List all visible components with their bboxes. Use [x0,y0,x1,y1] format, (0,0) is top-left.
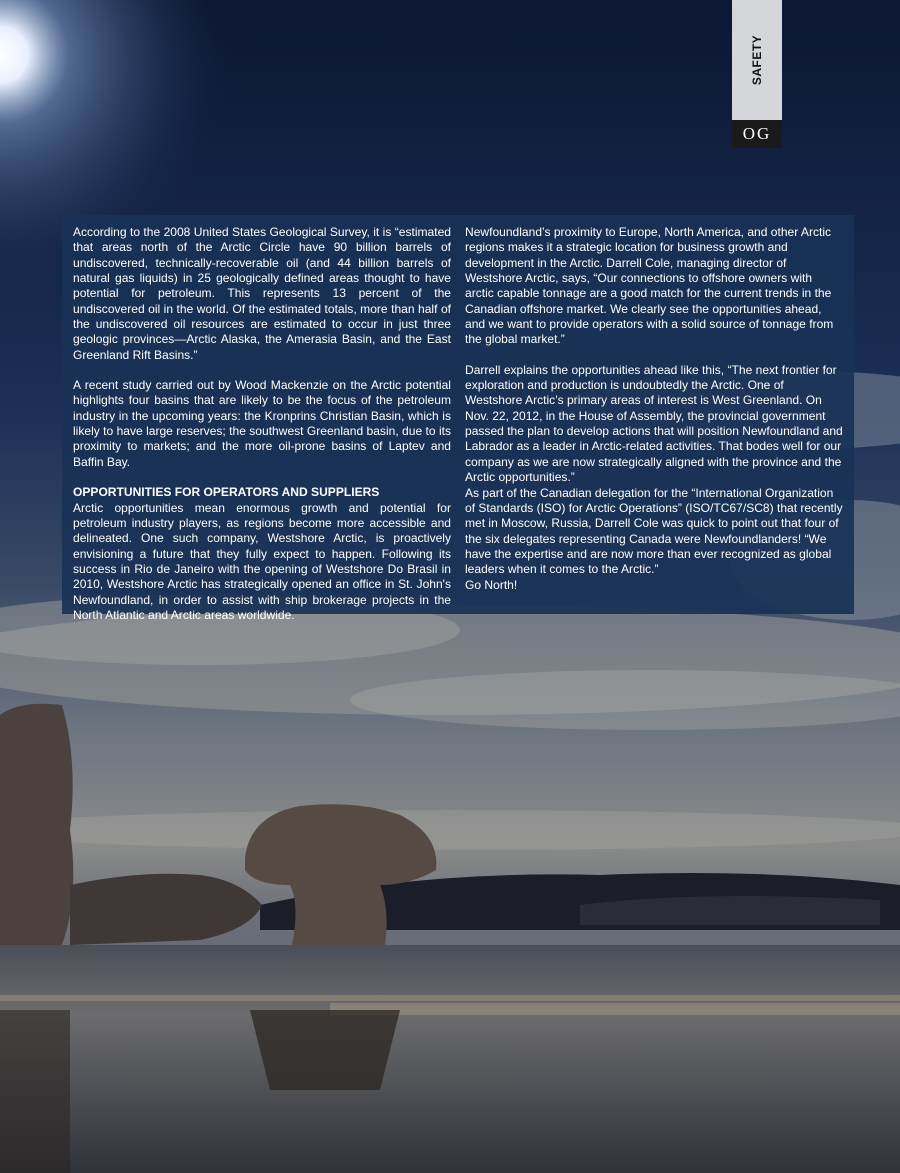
article-paragraph: A recent study carried out by Wood Mackenzie on the Arctic potential highlights four basins that are likely to be the focus of the petroleum industry in the upcoming years: the Kronprins Christian Basin, which is likely to have large reserves; the southwest Greenland basin, due to its proximity to markets; and the more oil-prone basins of Laptev and Baffin Bay. [73,378,451,469]
article-column-right [465,225,843,614]
article-panel [62,215,854,622]
article-closing-line: Go North! [465,577,518,592]
article-column-left [73,225,451,622]
article-paragraph: As part of the Canadian delegation for the “International Organization of Standards (ISO) for Arctic Operations” (ISO/TC67/SC8) that recently met in Moscow, Russia, Darrell Cole was quick to point out that four of the six delegates representing Canada were Newfoundlanders! “We have the expertise and are now more than ever recognized as global leaders when it comes to the Arctic.” [465,485,843,577]
magazine-logo: OG [732,120,782,148]
article-paragraph: Darrell explains the opportunities ahead like this, “The next frontier for exploration and production is undoubtedly the Arctic. One of Westshore Arctic’s primary areas of interest is West Greenland. On Nov. 22, 2012, in the House of Assembly, the provincial government passed the plan to develop actions that will position Newfoundland and Labrador as a leader in Arctic-related activities. That bodes well for our company as we are now strategically aligned with the province and the Arctic opportunities.” [465,362,843,485]
section-tab-label-wrap [732,0,782,120]
article-subheading: OPPORTUNITIES FOR OPERATORS AND SUPPLIERS [73,485,380,500]
article-paragraph: According to the 2008 United States Geological Survey, it is “estimated that areas north of the Arctic Circle have 90 billion barrels of undiscovered, technically-recoverable oil (and 44 billion barrels of natural gas liquids) in 25 geologically defined areas thought to have potential for petroleum. This represents 13 percent of the undiscovered oil in the world. Of the estimated totals, more than half of the undiscovered oil resources are estimated to occur in just three geologic provinces—Arctic Alaska, the Amerasia Basin, and the East Greenland Rift Basins.” [73,225,451,362]
article-paragraph: Arctic opportunities mean enormous growth and potential for petroleum industry players, as regions become more accessible and delineated. One such company, Westshore Arctic, is proactively envisioning a future that they fully expect to happen. Following its success in Rio de Janeiro with the opening of Westshore Do Brasil in 2010, Westshore Arctic has strategically opened an office in St. John's Newfoundland, in order to assist with ship brokerage projects in the North Atlantic and Arctic areas worldwide. [73,500,451,622]
section-tab-label: SAFETY [750,34,764,86]
article-paragraph: Newfoundland’s proximity to Europe, North America, and other Arctic regions makes it a strategic location for business growth and development in the Arctic. Darrell Cole, managing director of Westshore Arctic, says, “Our connections to offshore owners with arctic capable tonnage are a good match for the current trends in the Canadian offshore market. We clearly see the opportunities ahead, and we want to provide operators with a solid source of tonnage from the global market.” [465,225,834,347]
